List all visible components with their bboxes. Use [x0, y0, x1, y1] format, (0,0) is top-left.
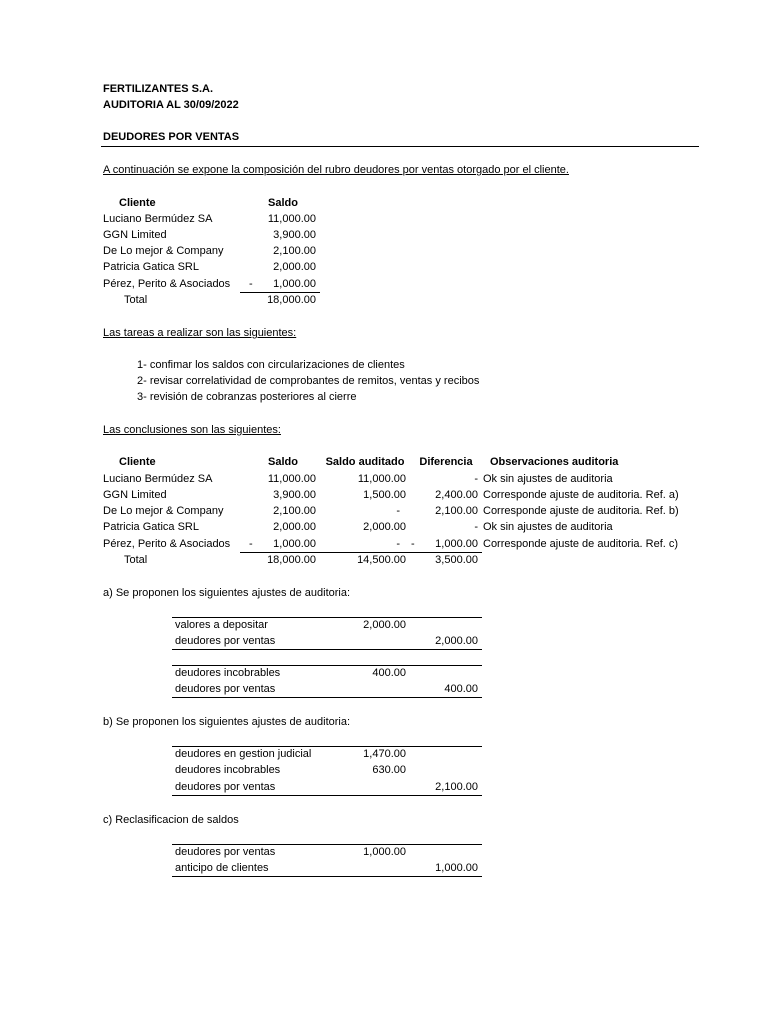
- table-row-sign: -: [249, 278, 253, 290]
- table-row-diferencia: 2,400.00: [435, 489, 478, 501]
- table-row-diferencia: 1,000.00: [435, 538, 478, 550]
- entry-account: deudores por ventas: [175, 846, 276, 858]
- table-row-saldo: 2,000.00: [273, 261, 316, 273]
- table-row-saldo: 1,000.00: [273, 538, 316, 550]
- table-row-cliente: Luciano Bermúdez SA: [103, 473, 213, 485]
- entry-account: anticipo de clientes: [175, 862, 269, 874]
- col-header-saldo: Saldo: [268, 197, 298, 209]
- table-row-auditado: 11,000.00: [357, 473, 406, 485]
- table-row-cliente: Luciano Bermúdez SA: [103, 213, 213, 225]
- table-row-saldo: 11,000.00: [267, 213, 316, 225]
- table-row-cliente: Pérez, Perito & Asociados: [103, 538, 231, 550]
- task-item: 1- confimar los saldos con circularizaciones de clientes: [137, 359, 405, 371]
- audit-date: AUDITORIA AL 30/09/2022: [103, 99, 239, 111]
- entry-debit: 1,470.00: [363, 748, 406, 760]
- entry-account: deudores incobrables: [175, 667, 281, 679]
- col-header-cliente: Cliente: [119, 456, 156, 468]
- total-label: Total: [124, 294, 148, 306]
- entry-account: deudores por ventas: [175, 683, 276, 695]
- total-label: Total: [124, 554, 148, 566]
- entry-account: valores a depositar: [175, 619, 268, 631]
- conclusions-heading: Las conclusiones son las siguientes:: [103, 424, 281, 436]
- table-row-cliente: Patricia Gatica SRL: [103, 261, 199, 273]
- table-row-diferencia: 2,100.00: [435, 505, 478, 517]
- entry-account: deudores en gestion judicial: [175, 748, 312, 760]
- table-row-auditado: 1,500.00: [363, 489, 406, 501]
- entry-account: deudores incobrables: [175, 764, 281, 776]
- col-header-cliente: Cliente: [119, 197, 156, 209]
- table-row-observacion: Corresponde ajuste de auditoria. Ref. c): [483, 538, 679, 550]
- task-item: 2- revisar correlatividad de comprobantes de remitos, ventas y recibos: [137, 375, 480, 387]
- entry-bottom-line: [172, 649, 482, 650]
- entry-bottom-line: [172, 697, 482, 698]
- adjustment-a-heading: a) Se proponen los siguientes ajustes de auditoria:: [103, 587, 351, 599]
- col-header-observaciones: Observaciones auditoria: [490, 456, 619, 468]
- section-divider: [101, 146, 699, 147]
- table-row-saldo: 3,900.00: [273, 489, 316, 501]
- table-row-observacion: Ok sin ajustes de auditoria: [483, 521, 613, 533]
- col-header-saldo: Saldo: [268, 456, 298, 468]
- total-saldo: 18,000.00: [267, 554, 316, 566]
- company-name: FERTILIZANTES S.A.: [103, 83, 213, 95]
- total-auditado: 14,500.00: [357, 554, 406, 566]
- table-row-auditado: -: [396, 505, 400, 517]
- tasks-heading: Las tareas a realizar son las siguientes:: [103, 327, 297, 339]
- table-row-cliente: De Lo mejor & Company: [103, 505, 224, 517]
- entry-credit: 2,100.00: [435, 781, 478, 793]
- entry-credit: 1,000.00: [435, 862, 478, 874]
- entry-credit: 400.00: [444, 683, 478, 695]
- total-diferencia: 3,500.00: [435, 554, 478, 566]
- entry-credit: 2,000.00: [435, 635, 478, 647]
- table-row-diferencia: -: [474, 473, 478, 485]
- table-row-sign: -: [249, 538, 253, 550]
- col-header-diferencia: Diferencia: [419, 456, 473, 468]
- table-row-observacion: Ok sin ajustes de auditoria: [483, 473, 613, 485]
- table-row-saldo: 11,000.00: [267, 473, 316, 485]
- entry-debit: 2,000.00: [363, 619, 406, 631]
- table-row-saldo: 2,100.00: [273, 245, 316, 257]
- table-row-observacion: Corresponde ajuste de auditoria. Ref. a): [483, 489, 679, 501]
- entry-debit: 400.00: [372, 667, 406, 679]
- table-row-saldo: 2,000.00: [273, 521, 316, 533]
- entry-account: deudores por ventas: [175, 635, 276, 647]
- section-title: DEUDORES POR VENTAS: [103, 131, 240, 143]
- adjustment-b-heading: b) Se proponen los siguientes ajustes de auditoria:: [103, 716, 351, 728]
- table-row-cliente: GGN Limited: [103, 489, 167, 501]
- table-row-diferencia: -: [474, 521, 478, 533]
- table-row-cliente: Pérez, Perito & Asociados: [103, 278, 231, 290]
- table-row-cliente: De Lo mejor & Company: [103, 245, 224, 257]
- table-row-observacion: Corresponde ajuste de auditoria. Ref. b): [483, 505, 679, 517]
- entry-bottom-line: [172, 876, 482, 877]
- col-header-auditado: Saldo auditado: [325, 456, 405, 468]
- table-row-saldo: 3,900.00: [273, 229, 316, 241]
- entry-account: deudores por ventas: [175, 781, 276, 793]
- adjustment-c-heading: c) Reclasificacion de saldos: [103, 814, 239, 826]
- table-row-sign: -: [411, 538, 415, 550]
- table-row-auditado: -: [396, 538, 400, 550]
- table-row-saldo: 1,000.00: [273, 278, 316, 290]
- entry-debit: 630.00: [372, 764, 406, 776]
- task-item: 3- revisión de cobranzas posteriores al cierre: [137, 391, 357, 403]
- intro-text: A continuación se expone la composición del rubro deudores por ventas otorgado por el cliente.: [103, 164, 569, 176]
- table-row-saldo: 2,100.00: [273, 505, 316, 517]
- entry-debit: 1,000.00: [363, 846, 406, 858]
- table-row-cliente: GGN Limited: [103, 229, 167, 241]
- entry-bottom-line: [172, 795, 482, 796]
- table-row-cliente: Patricia Gatica SRL: [103, 521, 199, 533]
- table-row-auditado: 2,000.00: [363, 521, 406, 533]
- total-saldo: 18,000.00: [267, 294, 316, 306]
